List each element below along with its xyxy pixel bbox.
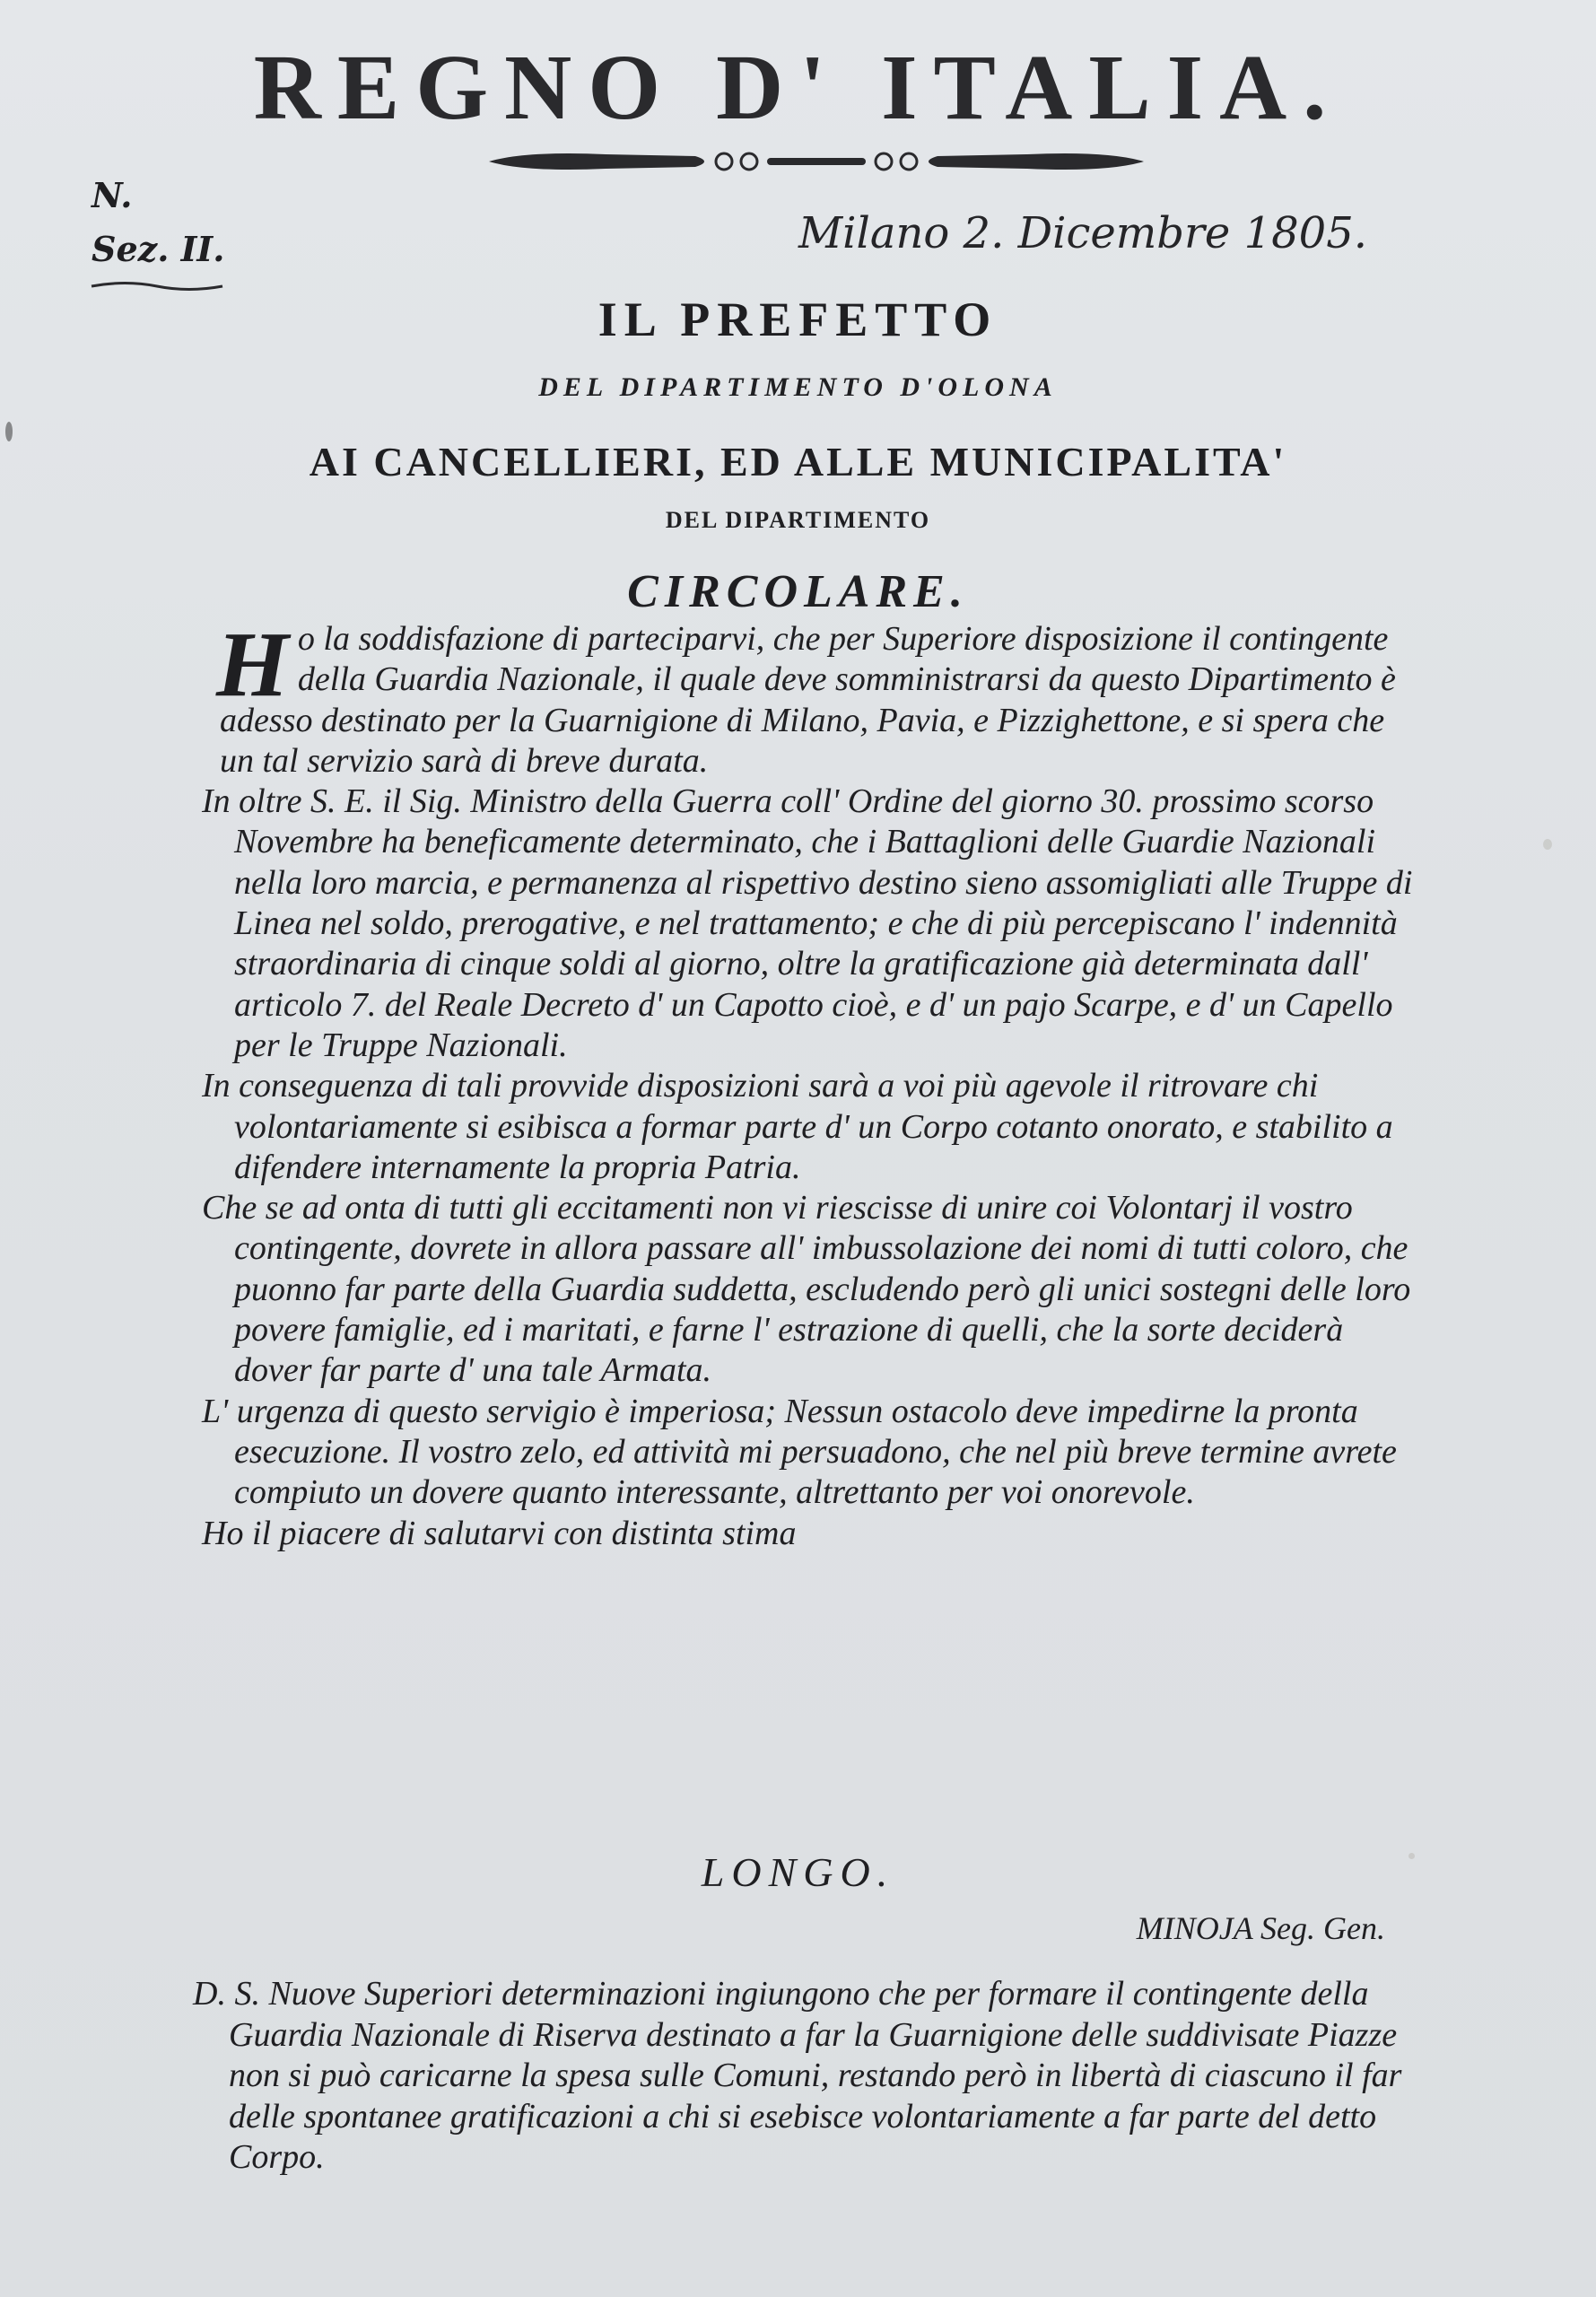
document-date: Milano 2. Dicembre 1805. (798, 208, 1367, 258)
postscript-paragraph (193, 1974, 1413, 2179)
circular-body (202, 613, 1422, 1554)
paragraph-text: o la soddisfazione di parteciparvi, che per Superiore disposizione il contingente della Guardia Nazionale, il quale deve somministrarsi da questo Dipartimento è adesso destinato per la Guarnigione di Milano, Pavia, e Pizzighettone, e si spera che un tal servizio sarà di breve durata. (220, 620, 1396, 780)
paper-spot (5, 422, 13, 441)
secretary-signature: MINOJA Seg. Gen. (1136, 1910, 1385, 1946)
drop-cap: H (216, 613, 289, 716)
heading-dipartimento: DEL DIPARTIMENTO D'OLONA (538, 372, 1058, 402)
heading-recipients: AI CANCELLIERI, ED ALLE MUNICIPALITA' (309, 439, 1287, 485)
postscript-lead: D. S. (193, 1975, 260, 2013)
heading-del-dipartimento: DEL DIPARTIMENTO (665, 507, 931, 533)
signature: LONGO. (701, 1849, 895, 1895)
postscript (193, 1974, 1413, 2179)
section-label: Sez. II. (92, 229, 225, 269)
document-type: CIRCOLARE. (627, 566, 969, 617)
document-title: REGNO D' ITALIA. (253, 36, 1343, 139)
paragraph: In oltre S. E. il Sig. Ministro della Guerra coll' Ordine del giorno 30. prossimo scorso Novembre ha beneficamente determinato, che i Battaglioni delle Guardie Nazionali nella loro marcia, e permanenza al rispettivo destino sieno assomigliati alle Truppe di Linea nel soldo, prerogative, e nel trattamento; e che di più percepiscano l' indennità straordinaria di cinque soldi al giorno, oltre la gratificazione già determinata dall' articolo 7. del Reale Decreto d' un Capotto cioè, e d' un pajo Scarpe, e d' un Capello per le Truppe Nazionali. (202, 782, 1413, 1064)
title-ornament (489, 144, 1144, 179)
postscript-text: Nuove Superiori determinazioni ingiungono che per formare il contingente della Guardia Nazionale di Riserva destinato a far la Guarnigione delle suddivisate Piazze non si può caricarne la spesa sulle Comuni, restando però in libertà di ciascuno il far delle spontanee gratificazioni a chi si esebisce volontariamente a far parte del detto Corpo. (229, 1975, 1402, 2176)
paragraph: In conseguenza di tali provvide disposizioni sarà a voi più agevole il ritrovare chi volontariamente si esibisca a formar parte d' un Corpo cotanto onorato, e stabilito a difendere internamente la propria Patria. (202, 1067, 1393, 1186)
paper-spot (1543, 839, 1552, 850)
number-label: N. (92, 175, 133, 215)
paragraph-closing: Ho il piacere di salutarvi con distinta stima (202, 1514, 797, 1552)
paragraph: Che se ad onta di tutti gli eccitamenti non vi riescisse di unire coi Volontarj il vostro contingente, dovrete in allora passare all' imbussolazione dei nomi di tutti coloro, che puonno far parte della Guardia suddetta, escludendo però gli unici sostegni delle loro povere famiglie, ed i maritati, e farne l' estrazione di quelli, che la sorte deciderà dover far parte d' una tale Armata. (202, 1189, 1411, 1390)
paper-spot (1408, 1853, 1415, 1859)
paragraph: L' urgenza di questo servigio è imperiosa; Nessun ostacolo deve impedirne la pronta esecuzione. Il vostro zelo, ed attività mi persuadono, che nel più breve termine avrete compiuto un dovere quanto interessante, altrettanto per voi onorevole. (202, 1392, 1397, 1512)
paragraph (202, 613, 1422, 782)
heading-prefetto: IL PREFETTO (597, 293, 999, 346)
